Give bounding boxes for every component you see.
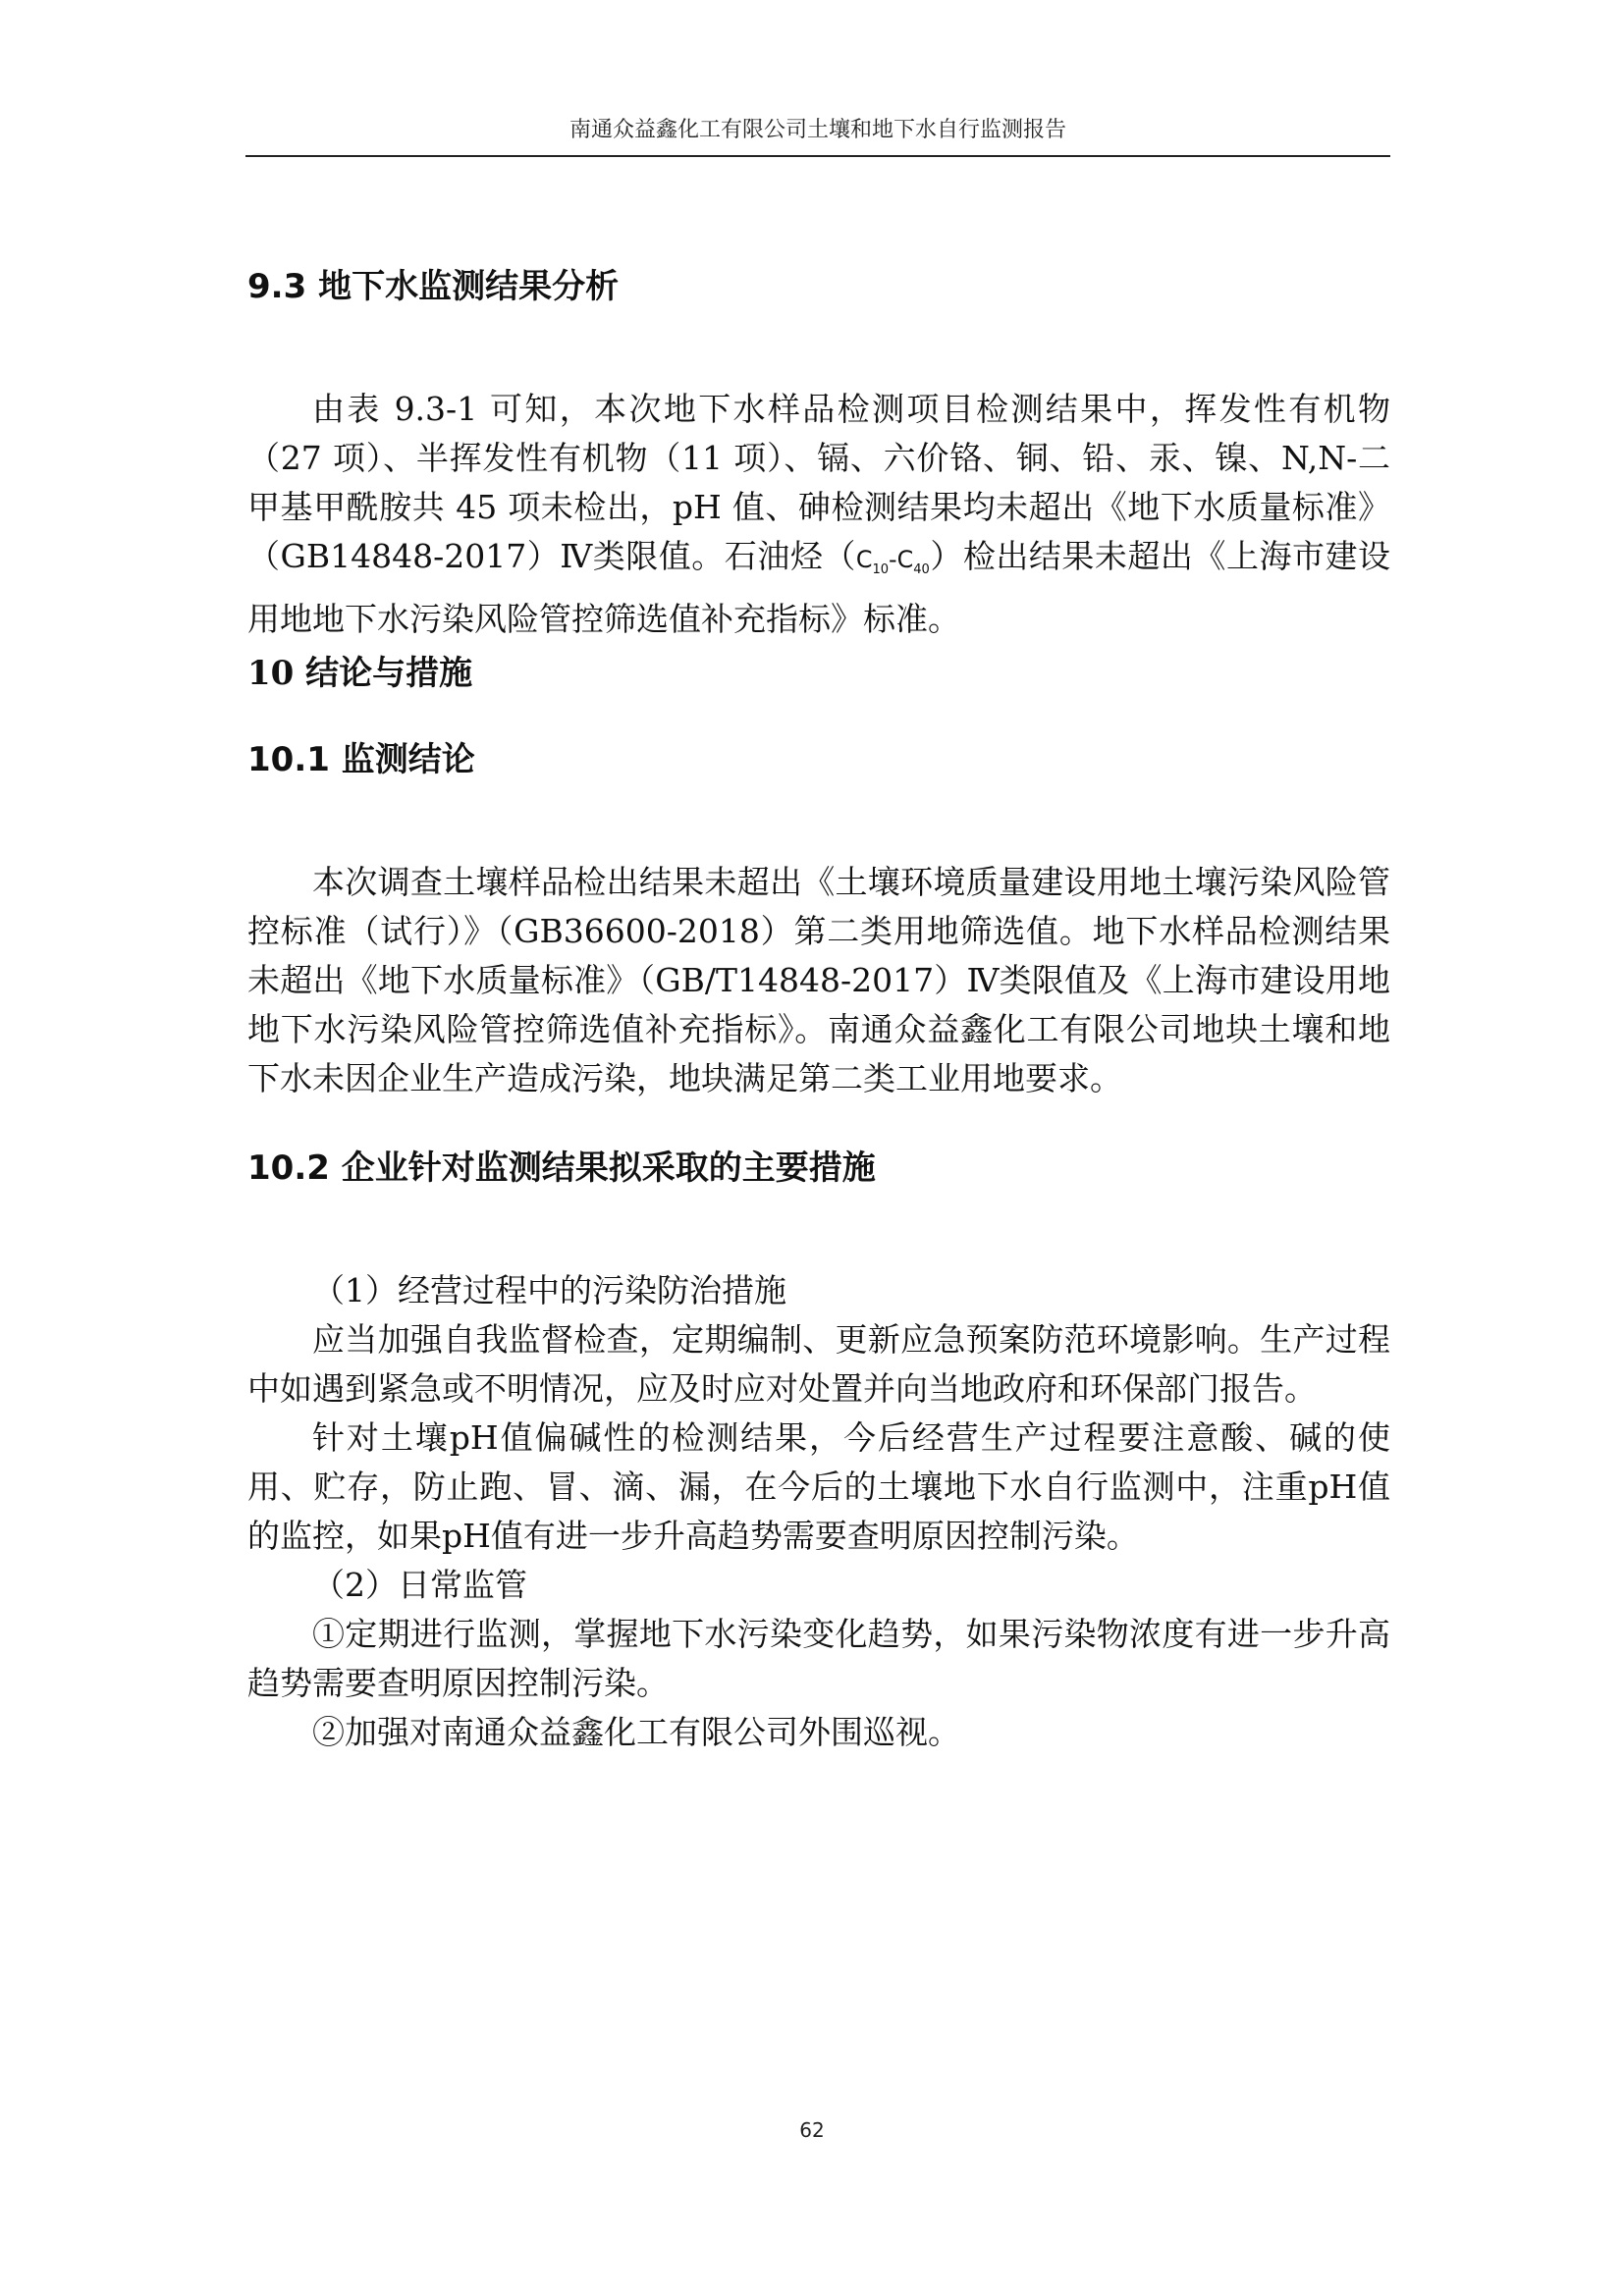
page-header [245, 116, 1390, 157]
subsection-1-paragraph-2: 针对土壤pH值偏碱性的检测结果，今后经营生产过程要注意酸、碱的使用、贮存，防止跑、冒、滴、漏，在今后的土壤地下水自行监测中，注重pH值的监控，如果pH值有进一步升高趋势需要查明原因控制污染。 [247, 1417, 1390, 1555]
tph-c: C [855, 546, 873, 573]
section-9-3-paragraph [247, 385, 1390, 644]
subsection-1-title: （1）经营过程中的污染防治措施 [312, 1270, 786, 1309]
tph-dash-c: -C [889, 546, 914, 573]
document-body [247, 265, 1390, 1757]
section-10-2-heading: 10.2 企业针对监测结果拟采取的主要措施 [247, 1148, 876, 1188]
subsection-2-item-2: ②加强对南通众益鑫化工有限公司外围巡视。 [312, 1712, 960, 1751]
tph-sub-10: 10 [872, 561, 890, 577]
subsection-1-paragraph-1: 应当加强自我监督检查，定期编制、更新应急预案防范环境影响。生产过程中如遇到紧急或不明情况，应及时应对处置并向当地政府和环保部门报告。 [247, 1319, 1390, 1408]
tph-sub-40: 40 [913, 561, 930, 577]
section-10-heading: 10 结论与措施 [247, 653, 473, 693]
section-10-1-heading: 10.1 监测结论 [247, 739, 475, 779]
section-9-3-heading: 9.3 地下水监测结果分析 [247, 267, 620, 306]
section-10-1-paragraph: 本次调查土壤样品检出结果未超出《土壤环境质量建设用地土壤污染风险管控标准（试行）》（GB36600-2018）第二类用地筛选值。地下水样品检测结果未超出《地下水质量标准》（GB/T14848-2017）Ⅳ类限值及《上海市建设用地地下水污染风险管控筛选值补充指标》。南通众益鑫化工有限公司地块土壤和地下水未因企业生产造成污染，地块满足第二类工业用地要求。 [247, 862, 1390, 1097]
section-9-3-text-part2: ）检出结果未超出《上海市建设用地地下水污染风险管控筛选值补充指标》标准。 [247, 537, 1390, 638]
subsection-2-title: （2）日常监管 [312, 1565, 527, 1604]
header-title: 南通众益鑫化工有限公司土壤和地下水自行监测报告 [568, 118, 1066, 142]
subsection-2-item-1: ①定期进行监测，掌握地下水污染变化趋势，如果污染物浓度有进一步升高趋势需要查明原因控制污染。 [247, 1614, 1390, 1702]
page-number: 62 [799, 2118, 825, 2142]
section-9-3-text-part1: 由表 9.3-1 可知，本次地下水样品检测项目检测结果中，挥发性有机物（27 项）、半挥发性有机物（11 项）、镉、六价铬、铜、铅、汞、镍、N,N-二甲基甲酰胺共 45 项未检出，pH 值、砷检测结果均未超出《地下水质量标准》（GB14848-2017）Ⅳ类限值。石油烃（ [247, 390, 1390, 575]
tph-formula [855, 546, 930, 577]
